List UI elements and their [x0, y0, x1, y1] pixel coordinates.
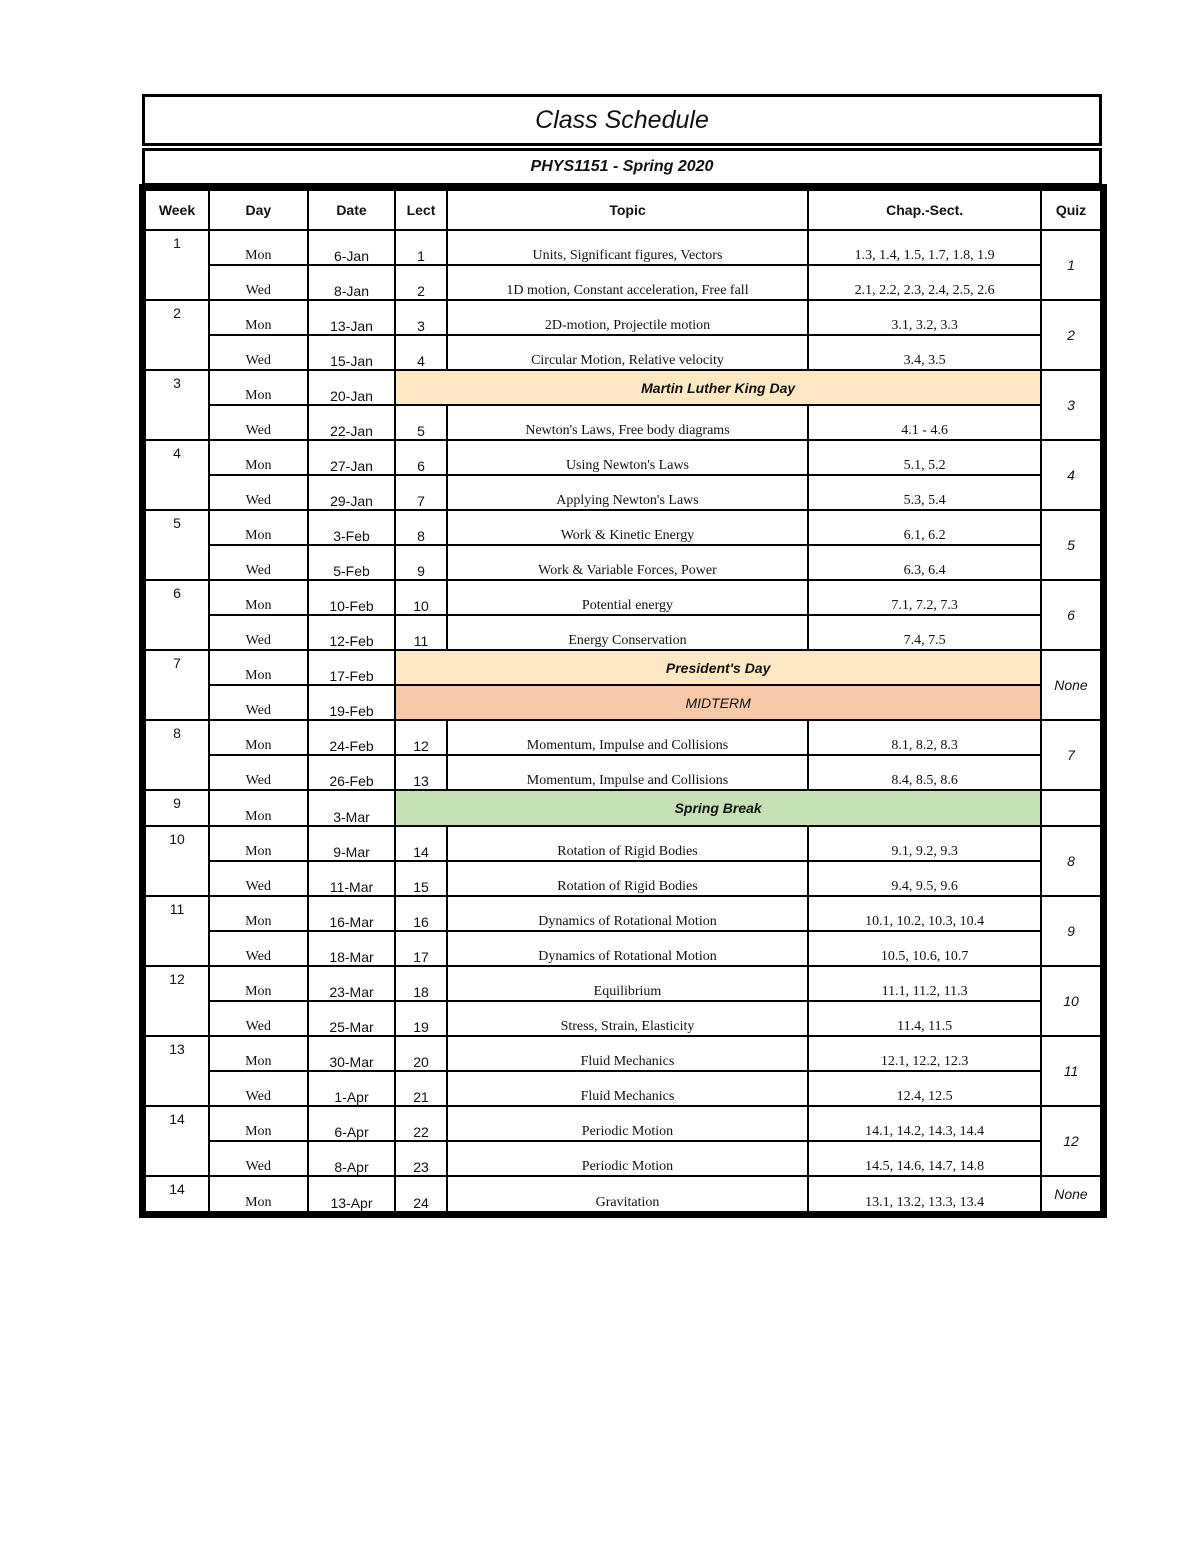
week-cell: [143, 405, 209, 440]
day-cell: Mon: [209, 370, 308, 405]
lect-cell: 23: [395, 1141, 446, 1176]
day-cell: Mon: [209, 230, 308, 265]
quiz-cell: 3: [1041, 370, 1104, 440]
table-row: [143, 405, 1104, 440]
lect-cell: 7: [395, 475, 446, 510]
table-row: [143, 826, 1104, 861]
quiz-cell: 11: [1041, 1036, 1104, 1106]
day-cell: Mon: [209, 1106, 308, 1141]
table-row: [143, 790, 1104, 826]
chap-sect-cell: 3.4, 3.5: [808, 335, 1041, 370]
lect-cell: 12: [395, 720, 446, 755]
schedule-table: [139, 184, 1107, 1218]
day-cell: Wed: [209, 931, 308, 966]
chap-sect-cell: 13.1, 13.2, 13.3, 13.4: [808, 1176, 1041, 1215]
topic-cell: Applying Newton's Laws: [447, 475, 809, 510]
table-row: [143, 335, 1104, 370]
quiz-cell: 1: [1041, 230, 1104, 300]
lect-cell: 18: [395, 966, 446, 1001]
chap-sect-cell: 5.1, 5.2: [808, 440, 1041, 475]
date-cell: 13-Jan: [308, 300, 396, 335]
week-cell: [143, 335, 209, 370]
lect-cell: 16: [395, 896, 446, 931]
week-cell: 5: [143, 510, 209, 545]
week-cell: 14: [143, 1176, 209, 1215]
chap-sect-cell: 6.1, 6.2: [808, 510, 1041, 545]
week-cell: 7: [143, 650, 209, 685]
chap-sect-cell: 10.5, 10.6, 10.7: [808, 931, 1041, 966]
table-row: [143, 1036, 1104, 1071]
topic-cell: Stress, Strain, Elasticity: [447, 1001, 809, 1036]
week-cell: 1: [143, 230, 209, 265]
day-cell: Wed: [209, 1071, 308, 1106]
week-cell: 10: [143, 826, 209, 861]
table-row: [143, 931, 1104, 966]
date-cell: 12-Feb: [308, 615, 396, 650]
date-cell: 10-Feb: [308, 580, 396, 615]
week-cell: [143, 1001, 209, 1036]
day-cell: Mon: [209, 300, 308, 335]
day-cell: Mon: [209, 896, 308, 931]
week-cell: [143, 931, 209, 966]
chap-sect-cell: 14.1, 14.2, 14.3, 14.4: [808, 1106, 1041, 1141]
topic-cell: Rotation of Rigid Bodies: [447, 861, 809, 896]
topic-cell: Energy Conservation: [447, 615, 809, 650]
topic-cell: Momentum, Impulse and Collisions: [447, 720, 809, 755]
header-quiz: Quiz: [1041, 188, 1104, 231]
day-cell: Wed: [209, 475, 308, 510]
quiz-cell: None: [1041, 650, 1104, 720]
lect-cell: 3: [395, 300, 446, 335]
topic-cell: Momentum, Impulse and Collisions: [447, 755, 809, 790]
header-lect: Lect: [395, 188, 446, 231]
quiz-cell: 7: [1041, 720, 1104, 790]
schedule-body: [143, 230, 1104, 1215]
table-row: [143, 966, 1104, 1001]
chap-sect-cell: 5.3, 5.4: [808, 475, 1041, 510]
week-cell: [143, 1071, 209, 1106]
week-cell: 2: [143, 300, 209, 335]
date-cell: 27-Jan: [308, 440, 396, 475]
day-cell: Wed: [209, 685, 308, 720]
holiday-cell: Spring Break: [395, 790, 1041, 826]
table-row: [143, 896, 1104, 931]
lect-cell: 11: [395, 615, 446, 650]
week-cell: [143, 685, 209, 720]
topic-cell: Circular Motion, Relative velocity: [447, 335, 809, 370]
lect-cell: 15: [395, 861, 446, 896]
date-cell: 29-Jan: [308, 475, 396, 510]
chap-sect-cell: 9.4, 9.5, 9.6: [808, 861, 1041, 896]
chap-sect-cell: 6.3, 6.4: [808, 545, 1041, 580]
week-cell: 9: [143, 790, 209, 826]
table-row: [143, 440, 1104, 475]
day-cell: Wed: [209, 615, 308, 650]
day-cell: Wed: [209, 265, 308, 300]
date-cell: 6-Apr: [308, 1106, 396, 1141]
week-cell: 6: [143, 580, 209, 615]
topic-cell: Periodic Motion: [447, 1106, 809, 1141]
quiz-cell: None: [1041, 1176, 1104, 1215]
table-row: [143, 510, 1104, 545]
chap-sect-cell: 3.1, 3.2, 3.3: [808, 300, 1041, 335]
day-cell: Wed: [209, 405, 308, 440]
course-subtitle: PHYS1151 - Spring 2020: [142, 148, 1102, 186]
table-row: [143, 861, 1104, 896]
week-cell: 3: [143, 370, 209, 405]
chap-sect-cell: 8.4, 8.5, 8.6: [808, 755, 1041, 790]
day-cell: Mon: [209, 1176, 308, 1215]
date-cell: 30-Mar: [308, 1036, 396, 1071]
table-row: [143, 1106, 1104, 1141]
week-cell: [143, 475, 209, 510]
chap-sect-cell: 12.4, 12.5: [808, 1071, 1041, 1106]
lect-cell: 1: [395, 230, 446, 265]
topic-cell: Equilibrium: [447, 966, 809, 1001]
topic-cell: Using Newton's Laws: [447, 440, 809, 475]
lect-cell: 8: [395, 510, 446, 545]
chap-sect-cell: 12.1, 12.2, 12.3: [808, 1036, 1041, 1071]
lect-cell: 17: [395, 931, 446, 966]
quiz-cell: [1041, 790, 1104, 826]
day-cell: Mon: [209, 650, 308, 685]
topic-cell: Potential energy: [447, 580, 809, 615]
quiz-cell: 6: [1041, 580, 1104, 650]
table-row: [143, 265, 1104, 300]
header-row: [143, 188, 1104, 231]
table-row: [143, 1001, 1104, 1036]
table-row: [143, 300, 1104, 335]
date-cell: 8-Jan: [308, 265, 396, 300]
lect-cell: 4: [395, 335, 446, 370]
lect-cell: 24: [395, 1176, 446, 1215]
topic-cell: Dynamics of Rotational Motion: [447, 931, 809, 966]
date-cell: 8-Apr: [308, 1141, 396, 1176]
week-cell: 13: [143, 1036, 209, 1071]
topic-cell: Rotation of Rigid Bodies: [447, 826, 809, 861]
day-cell: Mon: [209, 720, 308, 755]
quiz-cell: 4: [1041, 440, 1104, 510]
lect-cell: 2: [395, 265, 446, 300]
day-cell: Wed: [209, 755, 308, 790]
topic-cell: Fluid Mechanics: [447, 1036, 809, 1071]
lect-cell: 6: [395, 440, 446, 475]
table-row: [143, 720, 1104, 755]
quiz-cell: 10: [1041, 966, 1104, 1036]
date-cell: 23-Mar: [308, 966, 396, 1001]
quiz-cell: 8: [1041, 826, 1104, 896]
lect-cell: 9: [395, 545, 446, 580]
date-cell: 3-Mar: [308, 790, 396, 826]
holiday-cell: President's Day: [395, 650, 1041, 685]
week-cell: 11: [143, 896, 209, 931]
date-cell: 3-Feb: [308, 510, 396, 545]
table-row: [143, 685, 1104, 720]
topic-cell: Newton's Laws, Free body diagrams: [447, 405, 809, 440]
lect-cell: 14: [395, 826, 446, 861]
date-cell: 19-Feb: [308, 685, 396, 720]
lect-cell: 10: [395, 580, 446, 615]
table-row: [143, 1071, 1104, 1106]
quiz-cell: 5: [1041, 510, 1104, 580]
date-cell: 5-Feb: [308, 545, 396, 580]
date-cell: 13-Apr: [308, 1176, 396, 1215]
table-row: [143, 475, 1104, 510]
week-cell: [143, 861, 209, 896]
day-cell: Mon: [209, 440, 308, 475]
chap-sect-cell: 4.1 - 4.6: [808, 405, 1041, 440]
topic-cell: Dynamics of Rotational Motion: [447, 896, 809, 931]
topic-cell: Work & Variable Forces, Power: [447, 545, 809, 580]
holiday-cell: MIDTERM: [395, 685, 1041, 720]
topic-cell: 2D-motion, Projectile motion: [447, 300, 809, 335]
day-cell: Mon: [209, 510, 308, 545]
day-cell: Mon: [209, 790, 308, 826]
date-cell: 22-Jan: [308, 405, 396, 440]
header-topic: Topic: [447, 188, 809, 231]
quiz-cell: 2: [1041, 300, 1104, 370]
date-cell: 25-Mar: [308, 1001, 396, 1036]
date-cell: 26-Feb: [308, 755, 396, 790]
table-row: [143, 580, 1104, 615]
chap-sect-cell: 1.3, 1.4, 1.5, 1.7, 1.8, 1.9: [808, 230, 1041, 265]
table-row: [143, 545, 1104, 580]
topic-cell: Fluid Mechanics: [447, 1071, 809, 1106]
topic-cell: 1D motion, Constant acceleration, Free fall: [447, 265, 809, 300]
chap-sect-cell: 2.1, 2.2, 2.3, 2.4, 2.5, 2.6: [808, 265, 1041, 300]
week-cell: 14: [143, 1106, 209, 1141]
chap-sect-cell: 7.4, 7.5: [808, 615, 1041, 650]
table-row: [143, 650, 1104, 685]
holiday-cell: Martin Luther King Day: [395, 370, 1041, 405]
header-date: Date: [308, 188, 396, 231]
chap-sect-cell: 11.4, 11.5: [808, 1001, 1041, 1036]
chap-sect-cell: 11.1, 11.2, 11.3: [808, 966, 1041, 1001]
day-cell: Wed: [209, 1001, 308, 1036]
document-title: Class Schedule: [142, 94, 1102, 146]
chap-sect-cell: 7.1, 7.2, 7.3: [808, 580, 1041, 615]
date-cell: 17-Feb: [308, 650, 396, 685]
header-day: Day: [209, 188, 308, 231]
week-cell: [143, 545, 209, 580]
week-cell: [143, 265, 209, 300]
day-cell: Wed: [209, 861, 308, 896]
quiz-cell: 12: [1041, 1106, 1104, 1176]
lect-cell: 13: [395, 755, 446, 790]
day-cell: Wed: [209, 1141, 308, 1176]
table-row: [143, 230, 1104, 265]
lect-cell: 21: [395, 1071, 446, 1106]
day-cell: Mon: [209, 826, 308, 861]
lect-cell: 19: [395, 1001, 446, 1036]
chap-sect-cell: 8.1, 8.2, 8.3: [808, 720, 1041, 755]
week-cell: [143, 1141, 209, 1176]
date-cell: 6-Jan: [308, 230, 396, 265]
date-cell: 9-Mar: [308, 826, 396, 861]
date-cell: 20-Jan: [308, 370, 396, 405]
week-cell: 12: [143, 966, 209, 1001]
day-cell: Mon: [209, 1036, 308, 1071]
topic-cell: Work & Kinetic Energy: [447, 510, 809, 545]
week-cell: [143, 615, 209, 650]
quiz-cell: 9: [1041, 896, 1104, 966]
topic-cell: Gravitation: [447, 1176, 809, 1215]
date-cell: 11-Mar: [308, 861, 396, 896]
topic-cell: Periodic Motion: [447, 1141, 809, 1176]
day-cell: Mon: [209, 966, 308, 1001]
chap-sect-cell: 9.1, 9.2, 9.3: [808, 826, 1041, 861]
lect-cell: 5: [395, 405, 446, 440]
week-cell: [143, 755, 209, 790]
header-week: Week: [143, 188, 209, 231]
table-row: [143, 755, 1104, 790]
lect-cell: 22: [395, 1106, 446, 1141]
date-cell: 15-Jan: [308, 335, 396, 370]
lect-cell: 20: [395, 1036, 446, 1071]
week-cell: 8: [143, 720, 209, 755]
chap-sect-cell: 10.1, 10.2, 10.3, 10.4: [808, 896, 1041, 931]
header-chap-sect: Chap.-Sect.: [808, 188, 1041, 231]
table-row: [143, 1176, 1104, 1215]
week-cell: 4: [143, 440, 209, 475]
date-cell: 18-Mar: [308, 931, 396, 966]
day-cell: Mon: [209, 580, 308, 615]
day-cell: Wed: [209, 335, 308, 370]
date-cell: 16-Mar: [308, 896, 396, 931]
table-row: [143, 370, 1104, 405]
chap-sect-cell: 14.5, 14.6, 14.7, 14.8: [808, 1141, 1041, 1176]
day-cell: Wed: [209, 545, 308, 580]
date-cell: 24-Feb: [308, 720, 396, 755]
date-cell: 1-Apr: [308, 1071, 396, 1106]
table-row: [143, 615, 1104, 650]
table-row: [143, 1141, 1104, 1176]
topic-cell: Units, Significant figures, Vectors: [447, 230, 809, 265]
